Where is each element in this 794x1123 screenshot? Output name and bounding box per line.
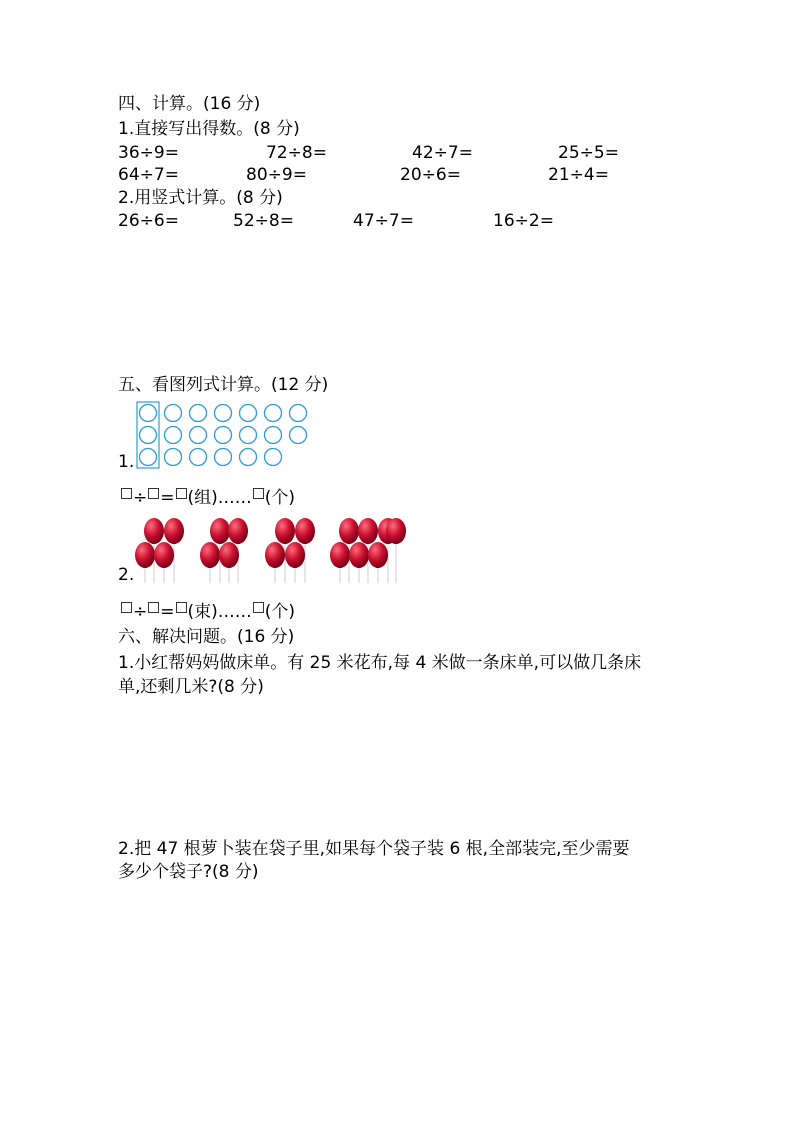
balloon: [330, 542, 350, 583]
q1-equation: 64÷7=: [118, 165, 179, 185]
section-5-q2-label: 2.: [118, 565, 135, 585]
q1-equation: 42÷7=: [412, 143, 473, 163]
section-6-q2-line1: 2.把 47 根萝卜装在袋子里,如果每个袋子装 6 根,全部装完,至少需要: [118, 839, 630, 859]
balloon: [200, 542, 220, 583]
section-4-q1-title: 1.直接写出得数。(8 分): [118, 119, 300, 139]
unit-piece: (个): [264, 602, 296, 622]
q1-equation: 20÷6=: [400, 165, 461, 185]
unit-bunch: (束)……: [187, 602, 252, 622]
q2-equation: 16÷2=: [493, 211, 554, 231]
section-4-q2-title: 2.用竖式计算。(8 分): [118, 188, 283, 208]
balloon: [285, 542, 305, 583]
answer-box[interactable]: [148, 602, 159, 613]
balloon: [265, 542, 285, 583]
q2-equation: 47÷7=: [353, 211, 414, 231]
balloon: [386, 518, 406, 583]
section-5-title: 五、看图列式计算。(12 分): [118, 375, 329, 395]
divide-sign: ÷: [133, 602, 148, 622]
equals-sign: =: [160, 602, 175, 622]
section-6-q1-line2: 单,还剩几米?(8 分): [118, 677, 264, 697]
section-6-q1-line1: 1.小红帮妈妈做床单。有 25 米花布,每 4 米做一条床单,可以做几条床: [118, 653, 642, 673]
balloon: [154, 542, 174, 583]
q1-equation: 72÷8=: [266, 143, 327, 163]
answer-box[interactable]: [253, 602, 264, 613]
unit-piece: (个): [264, 488, 296, 508]
q1-equation: 36÷9=: [118, 143, 179, 163]
section-6-q2-line2: 多少个袋子?(8 分): [118, 862, 259, 882]
answer-box[interactable]: [121, 602, 132, 613]
balloon: [349, 542, 369, 583]
q1-equation: 80÷9=: [246, 165, 307, 185]
unit-group: (组)……: [187, 488, 252, 508]
q2-equation: 52÷8=: [233, 211, 294, 231]
balloon: [135, 542, 155, 583]
q1-equation: 21÷4=: [548, 165, 609, 185]
section-4-title: 四、计算。(16 分): [118, 94, 261, 114]
balloon: [368, 542, 388, 583]
section-5-q1-label: 1.: [118, 452, 135, 472]
answer-box[interactable]: [176, 602, 187, 613]
balloon: [219, 542, 239, 583]
divide-sign: ÷: [133, 488, 148, 508]
q2-equation: 26÷6=: [118, 211, 179, 231]
division-fill-in-2: [120, 602, 295, 622]
q1-equation: 25÷5=: [558, 143, 619, 163]
equals-sign: =: [160, 488, 175, 508]
section-6-title: 六、解决问题。(16 分): [118, 627, 295, 647]
